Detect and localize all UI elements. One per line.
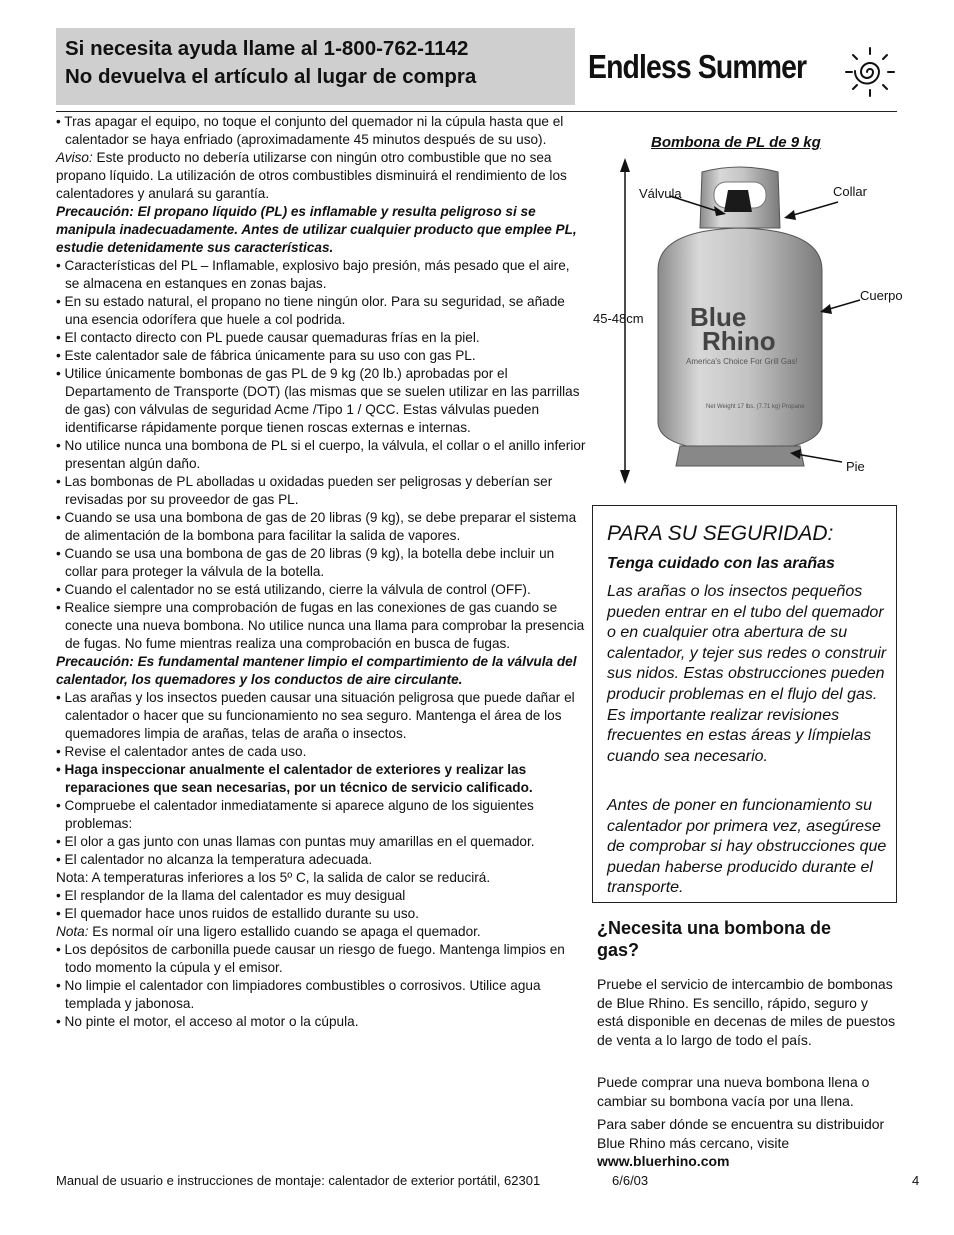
bullet-item: • Realice siempre una comprobación de fugas en las conexiones de gas cuando se conecte una nueva bombona. No utilice nunca una llama para comprobar la presencia de fugas. No fume mientras realiza una comprobación en busca de fugas. (56, 600, 585, 651)
caution-paragraph: Precaución: Es fundamental mantener limpio el compartimiento de la válvula del calentador, los quemadores y los conductos de aire circulante. (56, 654, 577, 687)
foot-label: Pie (846, 459, 865, 474)
bullet-item: • Cuando se usa una bombona de gas de 20 libras (9 kg), se debe preparar el sistema de alimentación de la bombona para facilitar la salida de vapores. (56, 510, 577, 543)
bluerhino-url-link[interactable]: www.bluerhino.com (597, 1153, 730, 1169)
note-paragraph (56, 923, 586, 941)
note-text: Es normal oír una ligero estallido cuando se apaga el quemador. (88, 924, 481, 939)
safety-heading: PARA SU SEGURIDAD: (607, 522, 834, 545)
bullet-item: • Compruebe el calentador inmediatamente si aparece alguno de los siguientes problemas: (56, 798, 534, 831)
bullet-item: • Haga inspeccionar anualmente el calentador de exteriores y realizar las reparaciones que sean necesarias, por un técnico de servicio calificado. (56, 762, 533, 795)
tank-weight: Net Weight 17 lbs. (7.71 kg) Propane (706, 404, 805, 410)
safety-paragraph-2: Antes de poner en funcionamiento su calentador por primera vez, asegúrese de comprobar si hay obstrucciones que puedan haberse producido durante el transporte. (607, 797, 887, 897)
bullet-item: • Las bombonas de PL abolladas u oxidadas pueden ser peligrosas y deberían ser revisadas por su proveedor de gas PL. (56, 474, 553, 507)
collar-pointer-head (784, 210, 796, 220)
note-text: Este producto no debería utilizarse con ningún otro combustible que no sea propano líquido. La utilización de otros combustibles disminuirá el rendimiento de los calentadores y anulará su garantía. (56, 150, 567, 201)
safety-instructions-column (56, 113, 586, 1031)
tank-brand-rhino: Rhino (702, 326, 776, 356)
brand-logo-text: Endless Summer (588, 48, 807, 85)
tank-foot-ring (676, 446, 804, 466)
refill-heading: ¿Necesita una bombona de gas? (597, 918, 832, 960)
safety-paragraph-1: Las arañas o los insectos pequeños pueden entrar en el tubo del quemador o en cualquier otra abertura de su calentador, y tejer sus redes o construir sus nidos. Estas obstrucciones pueden producir problemas en el flujo del gas. Es importante realizar revisiones frecuentes en estas áreas y límpielas cuando sea necesario. (607, 583, 887, 765)
sun-logo-icon (842, 44, 898, 100)
tank-brand-blue: Blue (690, 302, 747, 332)
tank-tagline: America's Choice For Grill Gas! (686, 357, 798, 366)
bullet-item: • El olor a gas junto con unas llamas con puntas muy amarillas en el quemador. (56, 834, 535, 849)
note-lead: Aviso: (56, 150, 93, 165)
diagram-title: Bombona de PL de 9 kg (651, 134, 821, 151)
bullet-item: • Cuando se usa una bombona de gas de 20 libras (9 kg), la botella debe incluir un collar para proteger la válvula de la botella. (56, 546, 555, 579)
refill-paragraph-1: Pruebe el servicio de intercambio de bombonas de Blue Rhino. Es sencillo, rápido, seguro y está disponible en decenas de miles de puestos de venta a lo largo de todo el país. (597, 976, 896, 1048)
height-arrow-top (620, 158, 630, 172)
valve-label: Válvula (639, 186, 682, 201)
footer-page-number: 4 (912, 1173, 920, 1188)
safety-subheading: Tenga cuidado con las arañas (607, 555, 835, 572)
height-arrow-bottom (620, 470, 630, 484)
help-banner (56, 28, 575, 105)
caution-paragraph: Precaución: El propano líquido (PL) es inflamable y resulta peligroso si se manipula inadecuadamente. Antes de utilizar cualquier producto que emplee PL, estudie detenidamente sus características. (56, 204, 577, 255)
footer-manual-title: Manual de usuario e instrucciones de montaje: calentador de exterior portátil, 62301 (56, 1173, 541, 1188)
bullet-item: • El calentador no alcanza la temperatura adecuada. (56, 852, 373, 867)
help-phone-line: Si necesita ayuda llame al 1-800-762-1142 (65, 37, 469, 60)
refill-paragraph-2: Puede comprar una nueva bombona llena o cambiar su bombona vacía por una llena. (597, 1074, 870, 1109)
bullet-item: • Características del PL – Inflamable, explosivo bajo presión, más pesado que el aire, se almacena en estanques en zonas bajas. (56, 258, 570, 291)
refill-visit-text: Para saber dónde se encuentra su distribuidor Blue Rhino más cercano, visite (597, 1116, 885, 1151)
bullet-item: • No limpie el calentador con limpiadores combustibles o corrosivos. Utilice agua templada y jabonosa. (56, 978, 541, 1011)
bullet-item: • Cuando el calentador no se está utilizando, cierre la válvula de control (OFF). (56, 582, 531, 597)
bullet-item: • El quemador hace unos ruidos de estallido durante su uso. (56, 906, 419, 921)
collar-label: Collar (833, 184, 867, 199)
return-notice-line: No devuelva el artículo al lugar de compra (65, 65, 477, 88)
bullet-item: • En su estado natural, el propano no tiene ningún olor. Para su seguridad, se añade una esencia odorífera que huele a col podrida. (56, 294, 565, 327)
height-label: 45-48cm (593, 311, 644, 326)
bullet-item: • Este calentador sale de fábrica únicamente para su uso con gas PL. (56, 348, 476, 363)
bullet-item: • El contacto directo con PL puede causar quemaduras frías en la piel. (56, 330, 480, 345)
refill-paragraph-3 (597, 1115, 897, 1171)
note-paragraph: Nota: A temperaturas inferiores a los 5º C, la salida de calor se reducirá. (56, 870, 491, 885)
body-label: Cuerpo (860, 288, 903, 303)
safety-box (592, 505, 897, 903)
note-paragraph (56, 149, 586, 203)
bullet-item: • Las arañas y los insectos pueden causar una situación peligrosa que puede dañar el calentador o hacer que su funcionamiento no sea seguro. Mantenga el área de los quemadores limpia de arañas, telas de araña o insectos. (56, 690, 575, 741)
note-lead: Nota: (56, 924, 89, 939)
bullet-item: • El resplandor de la llama del calentador es muy desigual (56, 888, 406, 903)
tank-valve (724, 190, 752, 212)
footer-date: 6/6/03 (612, 1173, 649, 1188)
bullet-item: • Tras apagar el equipo, no toque el conjunto del quemador ni la cúpula hasta que el calentador se haya enfriado (aproximadamente 45 minutos después de su uso). (56, 114, 564, 147)
body-pointer (826, 300, 860, 310)
bullet-item: • Los depósitos de carbonilla puede causar un riesgo de fuego. Mantenga limpios en todo momento la cúpula y el emisor. (56, 942, 565, 975)
header-rule (56, 111, 897, 112)
bullet-item: • No utilice nunca una bombona de PL si el cuerpo, la válvula, el collar o el anillo inferior presentan algún daño. (56, 438, 586, 471)
bullet-item: • Revise el calentador antes de cada uso. (56, 744, 307, 759)
bullet-item: • No pinte el motor, el acceso al motor o la cúpula. (56, 1014, 359, 1029)
bullet-item: • Utilice únicamente bombonas de gas PL de 9 kg (20 lb.) aprobadas por el Departamento de Transporte (DOT) (las mismas que se suelen utilizar en las parrillas de gas) con válvulas de seguridad Acme /Tipo 1 / QCC. Estas válvulas pueden identificarse rápidamente porque tienen roscas externas e internas. (56, 366, 580, 435)
collar-pointer (790, 202, 838, 216)
